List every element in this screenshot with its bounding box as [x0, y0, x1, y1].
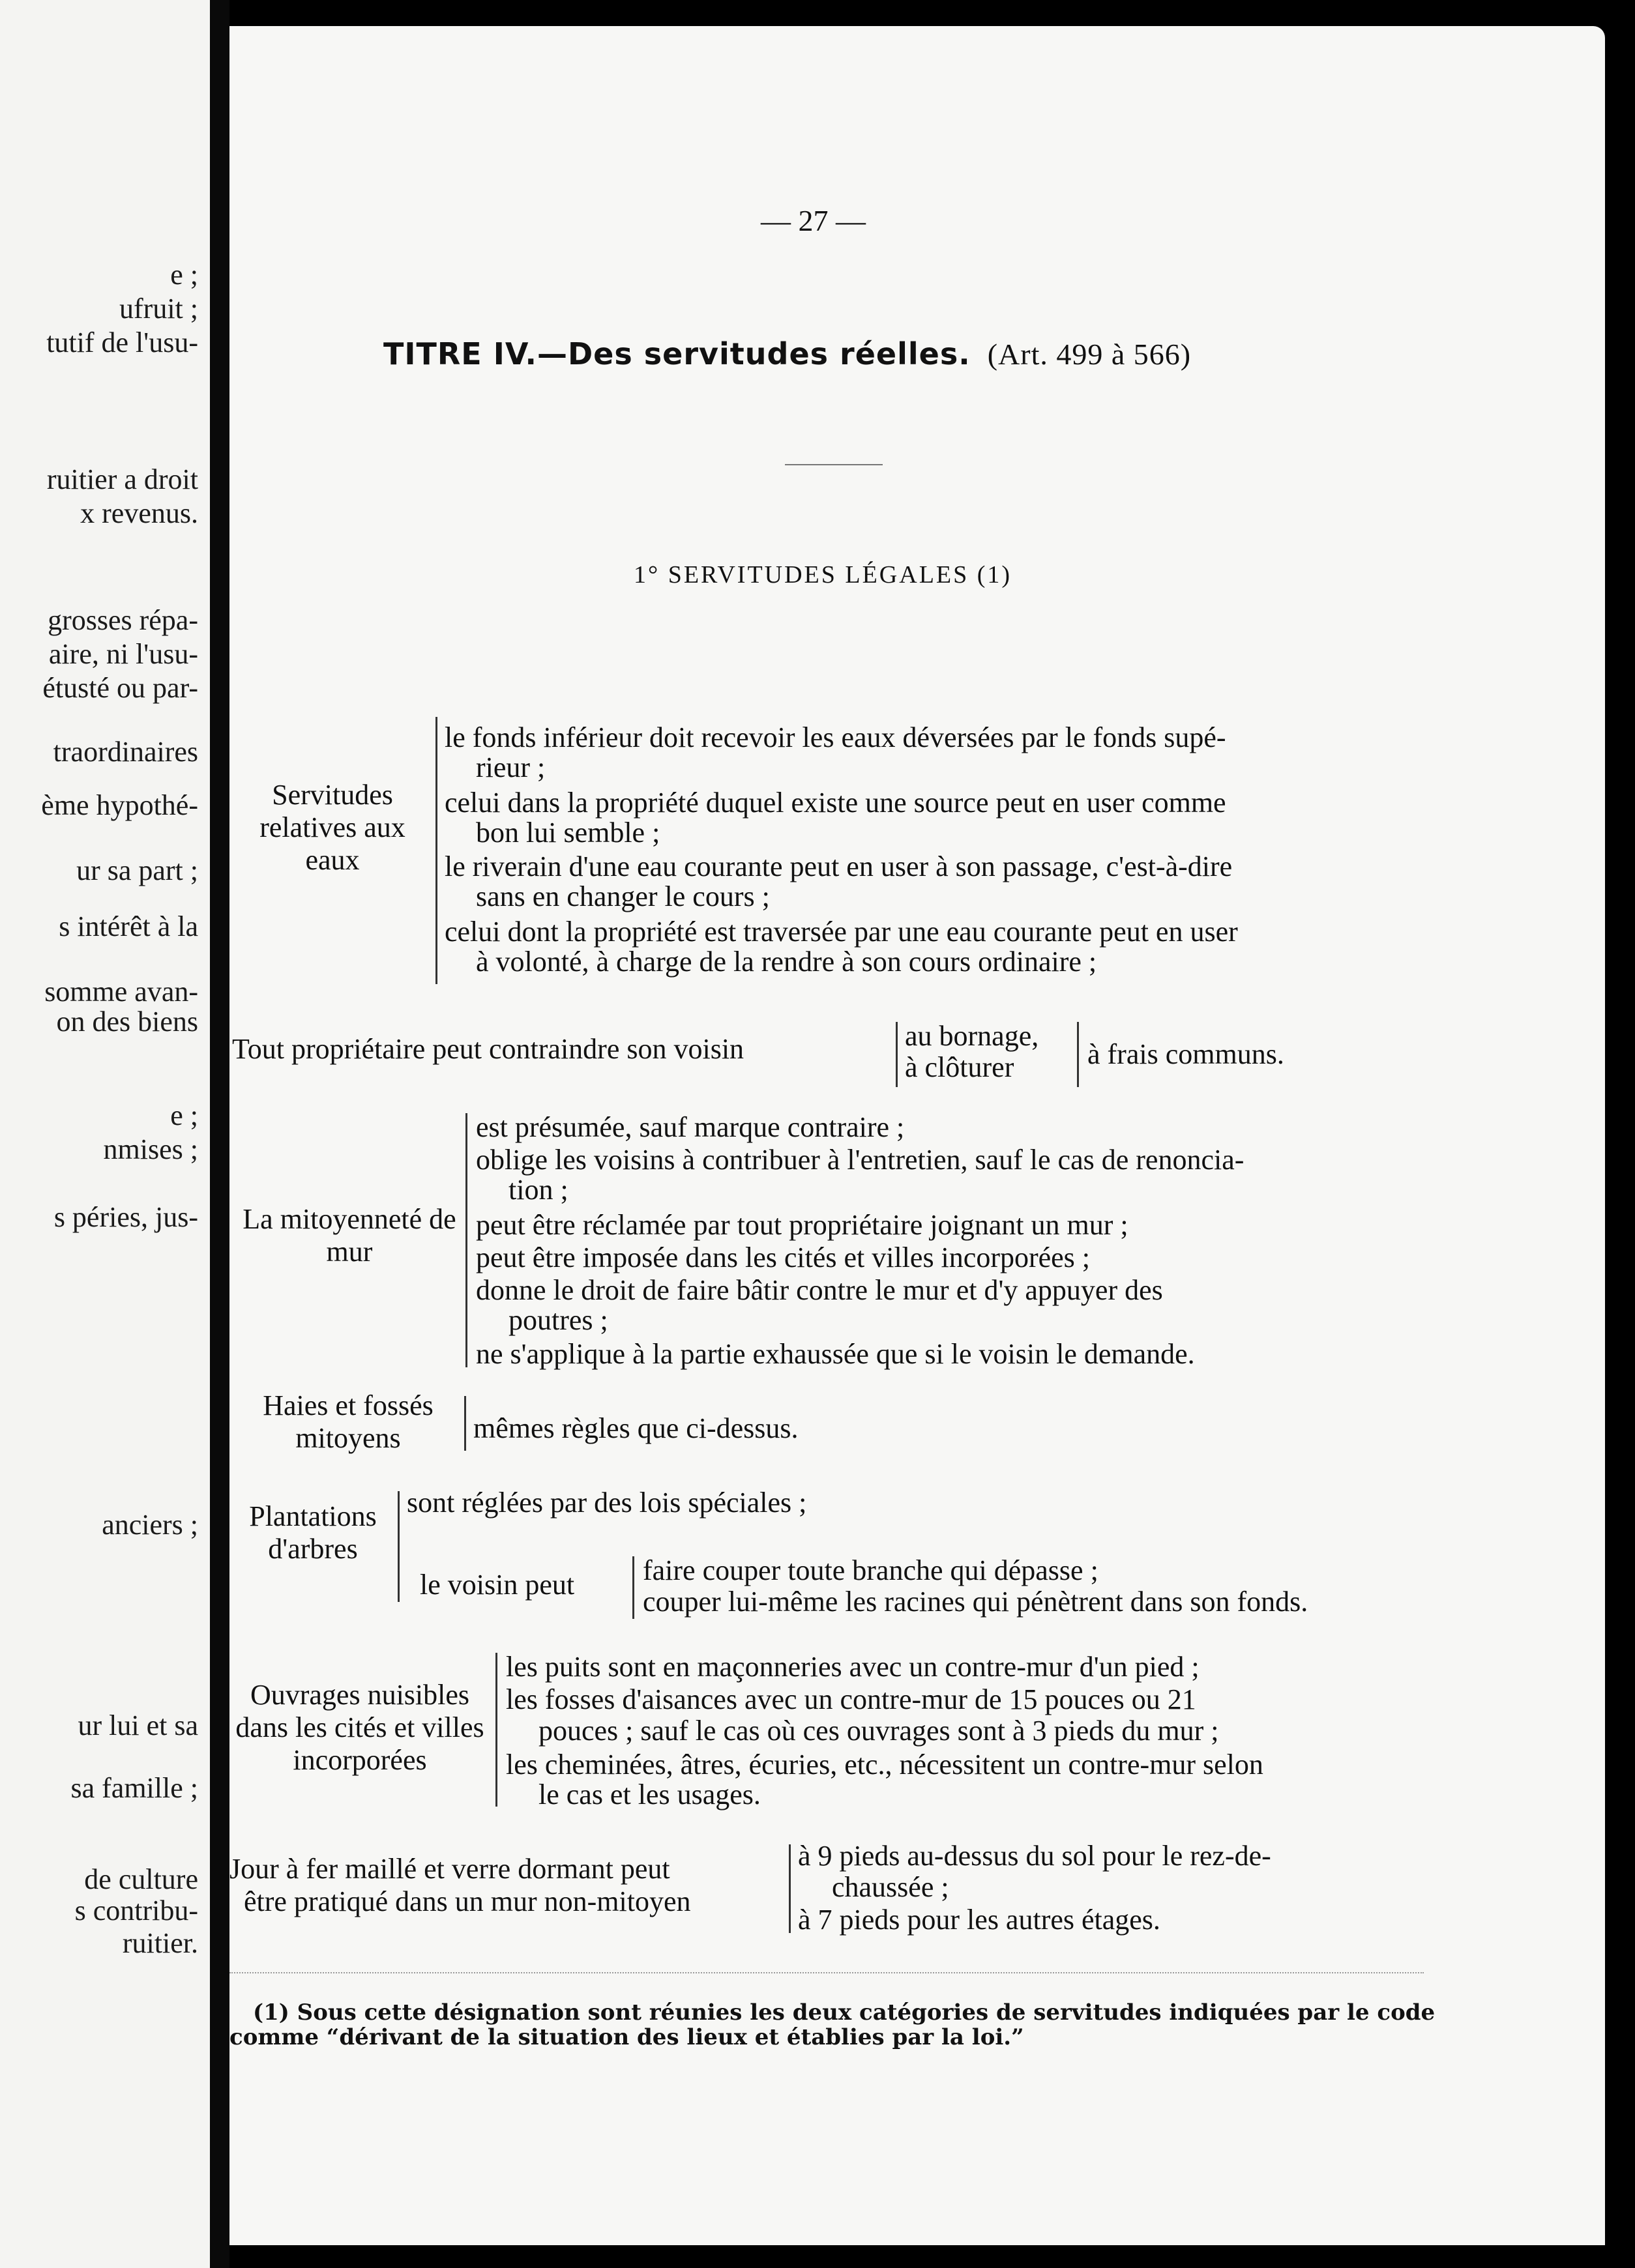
- prev-line: s péries, jus-: [53, 1201, 198, 1233]
- prev-line: de culture: [84, 1863, 198, 1895]
- label-ouvrages: Ouvrages nuisibles dans les cités et villes incorporées: [235, 1679, 484, 1776]
- prev-line: somme avan-: [44, 976, 198, 1008]
- brace-voisin: [632, 1556, 634, 1619]
- jour-label-line: être pratiqué dans un mur non-mitoyen: [244, 1885, 691, 1917]
- eaux-line: celui dans la propriété duquel existe une source peut en user comme: [445, 787, 1226, 819]
- brace-bornage-left: [896, 1022, 898, 1087]
- book-page: [229, 26, 1605, 2245]
- mitoyennete-line: est présumée, sauf marque contraire ;: [476, 1111, 905, 1143]
- mitoyennete-line: peut être réclamée par tout propriétaire joignant un mur ;: [476, 1209, 1128, 1241]
- brace-jour: [789, 1844, 791, 1933]
- ouvrages-line: les puits sont en maçonneries avec un contre-mur d'un pied ;: [506, 1651, 1200, 1683]
- bornage-lead: Tout propriétaire peut contraindre son voisin: [232, 1033, 744, 1065]
- eaux-line: le riverain d'une eau courante peut en user à son passage, c'est-à-dire: [445, 850, 1233, 882]
- footnote-line: comme “dérivant de la situation des lieux et établies par la loi.”: [229, 2024, 1024, 2050]
- brace-plantations: [398, 1491, 400, 1602]
- bornage-option: à clôturer: [905, 1051, 1014, 1083]
- prev-line: étusté ou par-: [42, 672, 198, 704]
- footnote-separator: [229, 1972, 1424, 1973]
- eaux-line: sans en changer le cours ;: [476, 880, 770, 912]
- prev-line: ruitier.: [122, 1927, 198, 1959]
- brace-haies: [464, 1396, 466, 1451]
- bornage-tail: à frais communs.: [1087, 1038, 1284, 1070]
- prev-line: anciers ;: [102, 1509, 198, 1541]
- prev-line: aire, ni l'usu-: [48, 638, 198, 670]
- eaux-line: rieur ;: [476, 751, 546, 783]
- eaux-line: à volonté, à charge de la rendre à son cours ordinaire ;: [476, 946, 1097, 978]
- footnote-line: (1) Sous cette désignation sont réunies les deux catégories de servitudes indiquées par le code: [253, 1999, 1436, 2026]
- voisin-option: couper lui-même les racines qui pénètrent dans son fonds.: [643, 1586, 1308, 1618]
- title-block: [383, 336, 1191, 371]
- prev-line: ruitier a droit: [46, 463, 198, 495]
- ouvrages-line: le cas et les usages.: [538, 1779, 761, 1810]
- mitoyennete-line: tion ;: [508, 1174, 568, 1206]
- bornage-option: au bornage,: [905, 1020, 1039, 1052]
- prev-line: ur sa part ;: [76, 854, 198, 886]
- mitoyennete-line: donne le droit de faire bâtir contre le mur et d'y appuyer des: [476, 1274, 1163, 1306]
- section-heading: 1° SERVITUDES LÉGALES (1): [634, 561, 1012, 589]
- ouvrages-line: les cheminées, âtres, écuries, etc., nécessitent un contre-mur selon: [506, 1749, 1263, 1781]
- prev-line: e ;: [170, 1099, 198, 1131]
- book-gutter: [210, 0, 229, 2268]
- prev-line: sa famille ;: [70, 1772, 198, 1804]
- haies-text: mêmes règles que ci-dessus.: [473, 1412, 799, 1444]
- label-haies: Haies et fossés mitoyens: [263, 1389, 434, 1454]
- eaux-line: celui dont la propriété est traversée par une eau courante peut en user: [445, 916, 1238, 948]
- eaux-line: le fonds inférieur doit recevoir les eaux déversées par le fonds supé-: [445, 721, 1226, 753]
- brace-mitoyennete: [465, 1113, 467, 1367]
- page-number: — 27 —: [761, 204, 866, 237]
- prev-line: ur lui et sa: [78, 1709, 198, 1741]
- previous-page-fragment: [0, 0, 210, 2268]
- mitoyennete-line: poutres ;: [508, 1304, 608, 1336]
- jour-line: à 7 pieds pour les autres étages.: [798, 1904, 1160, 1936]
- label-mitoyennete: La mitoyenneté de mur: [243, 1203, 456, 1268]
- prev-line: ufruit ;: [119, 293, 198, 325]
- mitoyennete-line: ne s'applique à la partie exhaussée que si le voisin le demande.: [476, 1338, 1195, 1370]
- label-servitudes-eaux: Servitudes relatives aux eaux: [259, 779, 405, 876]
- brace-bornage-right: [1077, 1022, 1079, 1087]
- prev-line: s contribu-: [74, 1895, 198, 1926]
- prev-line: s intérêt à la: [59, 910, 198, 942]
- mitoyennete-line: oblige les voisins à contribuer à l'entretien, sauf le cas de renoncia-: [476, 1144, 1245, 1176]
- prev-line: grosses répa-: [48, 604, 198, 636]
- prev-line: e ;: [170, 259, 198, 291]
- brace-eaux: [435, 717, 437, 984]
- title-main: TITRE IV.—Des servitudes réelles.: [383, 336, 971, 371]
- prev-line: nmises ;: [103, 1133, 198, 1165]
- jour-label-line: Jour à fer maillé et verre dormant peut: [229, 1853, 670, 1885]
- title-articles: (Art. 499 à 566): [987, 338, 1192, 371]
- brace-ouvrages: [495, 1653, 497, 1807]
- prev-line: on des biens: [56, 1006, 198, 1038]
- ouvrages-line: les fosses d'aisances avec un contre-mur de 15 pouces ou 21: [506, 1683, 1196, 1715]
- jour-line: chaussée ;: [832, 1871, 949, 1903]
- label-plantations: Plantations d'arbres: [249, 1500, 377, 1565]
- prev-line: ème hypothé-: [41, 789, 198, 821]
- ouvrages-line: pouces ; sauf le cas où ces ouvrages sont à 3 pieds du mur ;: [538, 1715, 1219, 1747]
- mitoyennete-line: peut être imposée dans les cités et villes incorporées ;: [476, 1242, 1091, 1273]
- plantations-voisin-lead: le voisin peut: [420, 1569, 575, 1601]
- title-rule: [785, 464, 883, 465]
- jour-line: à 9 pieds au-dessus du sol pour le rez-de-: [798, 1840, 1271, 1872]
- prev-line: tutif de l'usu-: [46, 327, 198, 358]
- plantations-line1: sont réglées par des lois spéciales ;: [407, 1487, 807, 1519]
- eaux-line: bon lui semble ;: [476, 817, 660, 849]
- prev-line: traordinaires: [53, 736, 198, 768]
- prev-line: x revenus.: [80, 497, 198, 529]
- voisin-option: faire couper toute branche qui dépasse ;: [643, 1554, 1098, 1586]
